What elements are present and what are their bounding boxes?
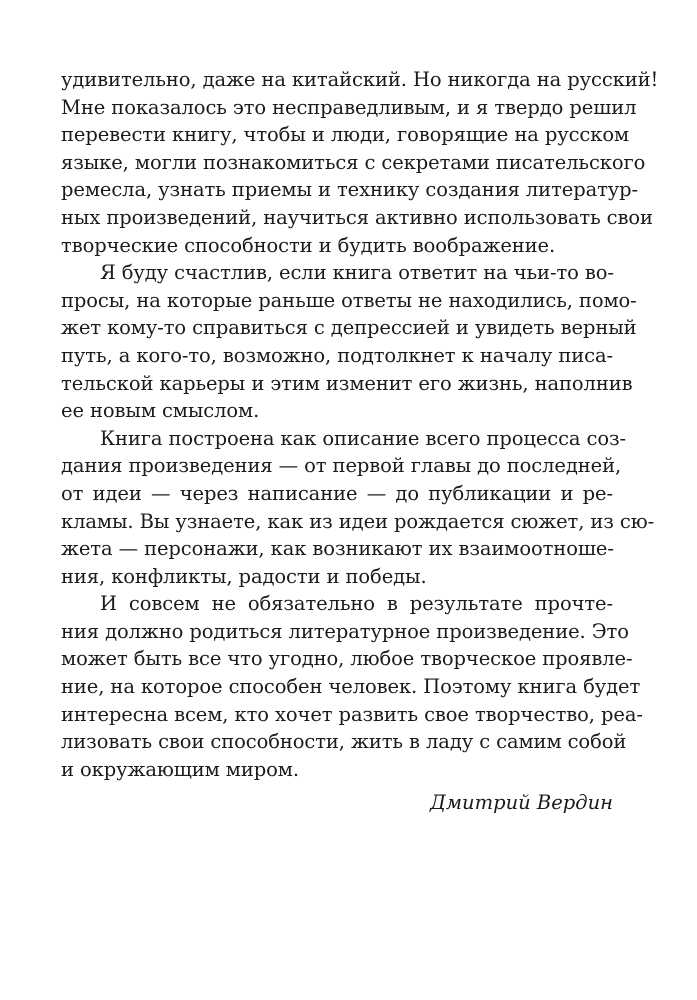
paragraph-4 — [61, 590, 643, 783]
text-line: языке, могли познакомиться с секретами писательского — [61, 150, 646, 174]
text-line: Книга построена как описание всего процесса соз- — [100, 426, 627, 450]
text-line: жета — персонажи, как возникают их взаимоотноше- — [61, 537, 614, 561]
text-line: дания произведения — от первой главы до последней, — [61, 454, 622, 478]
text-line: ее новым смыслом. — [61, 399, 260, 423]
text-line: ние, на которое способен человек. Поэтому книга будет — [61, 675, 641, 699]
text-line: ния должно родиться литературное произведение. Это — [61, 619, 629, 643]
text-line: ных произведений, научиться активно использовать свои — [61, 205, 653, 229]
author-signature: Дмитрий Вердин — [430, 791, 613, 815]
paragraph-3 — [61, 425, 655, 591]
text-line: Я буду счастлив, если книга ответит на чьи-то во- — [100, 261, 614, 285]
text-line: от идеи — через написание — до публикации и ре- — [61, 481, 613, 505]
text-line: ния, конфликты, радости и победы. — [61, 564, 427, 588]
text-line: просы, на которые раньше ответы не находились, помо- — [61, 288, 637, 312]
text-line: Мне показалось это несправедливым, и я твердо решил — [61, 95, 637, 119]
text-line: жет кому-то справиться с депрессией и увидеть верный — [61, 316, 637, 340]
text-line: лизовать свои способности, жить в ладу с самим собой — [61, 730, 627, 754]
text-line: И совсем не обязательно в результате прочте- — [100, 592, 613, 616]
text-line: и окружающим миром. — [61, 757, 299, 781]
text-line: творческие способности и будить воображение. — [61, 233, 556, 257]
text-line: ремесла, узнать приемы и технику создания литератур- — [61, 178, 639, 202]
text-line: удивительно, даже на китайский. Но никогда на русский! — [61, 68, 659, 91]
text-line: может быть все что угодно, любое творческое проявле- — [61, 647, 633, 671]
paragraph-2 — [61, 259, 637, 425]
page-body — [61, 66, 659, 817]
paragraph-1 — [61, 66, 659, 259]
text-line: интересна всем, кто хочет развить свое творчество, реа- — [61, 702, 643, 726]
text-line: тельской карьеры и этим изменит его жизнь, наполнив — [61, 371, 633, 395]
text-line: кламы. Вы узнаете, как из идеи рождается сюжет, из сю- — [61, 509, 655, 533]
text-line: путь, а кого-то, возможно, подтолкнет к началу писа- — [61, 343, 613, 367]
text-line: перевести книгу, чтобы и люди, говорящие на русском — [61, 123, 630, 147]
